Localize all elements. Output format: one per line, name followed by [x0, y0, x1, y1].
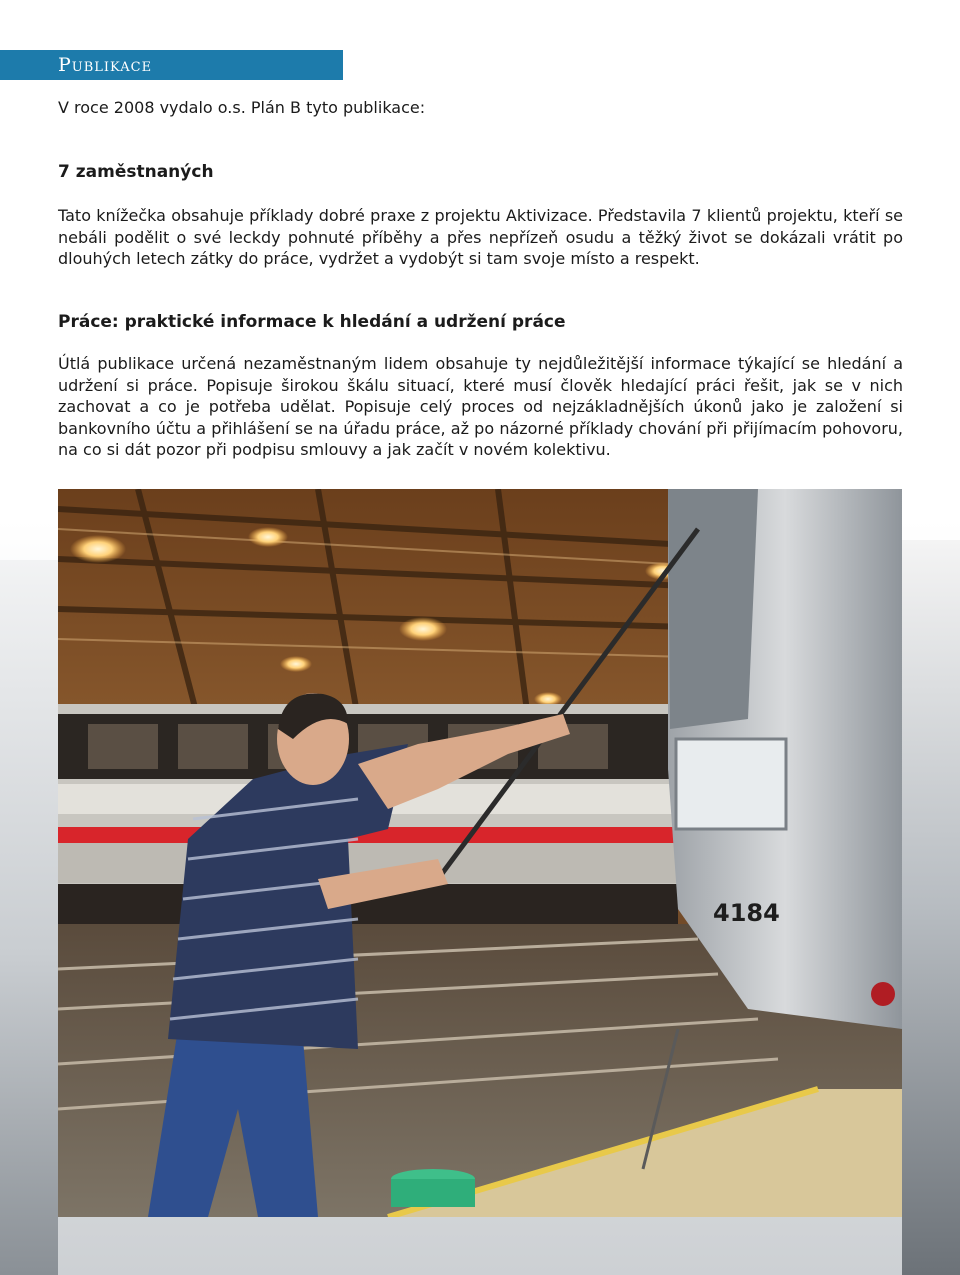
publication-title-2: Práce: praktické informace k hledání a udržení práce — [58, 312, 566, 332]
background-photo-right — [902, 540, 960, 1275]
intro-text: V roce 2008 vydalo o.s. Plán B tyto publikace: — [58, 98, 426, 117]
section-header-title: Publikace — [58, 54, 153, 76]
section-header-bar — [0, 50, 343, 80]
background-photo-left — [0, 560, 58, 1275]
train-number-label: 4184 — [713, 899, 780, 927]
publication-text-1: Tato knížečka obsahuje příklady dobré praxe z projektu Aktivizace. Představila 7 klientů projektu, kteří se nebáli podělit o své leckdy pohnuté příběhy a přes nepřízeň osudu a těžký život se dokázali vrátit po dlouhých letech zátky do práce, vydržet a vydobýt si tam svoje místo a respekt. — [58, 206, 903, 268]
publication-text-2: Útlá publikace určená nezaměstnaným lidem obsahuje ty nejdůležitější informace týkající se hledání a udržení si práce. Popisuje širokou škálu situací, které musí člověk hledající práci řešit, jak se v nich zachovat a co je potřeba udělat. Popisuje celý proces od nejzákladnějších úkonů jako je založení si bankovního účtu a přihlášení se na úřadu práce, až po názorné příklady chování při přijímacím pohovoru, na co si dát pozor při podpisu smlouvy a jak začít v novém kolektivu. — [58, 354, 903, 459]
photo-worker-washing-train — [58, 489, 902, 1217]
publication-title-1: 7 zaměstnaných — [58, 162, 214, 182]
